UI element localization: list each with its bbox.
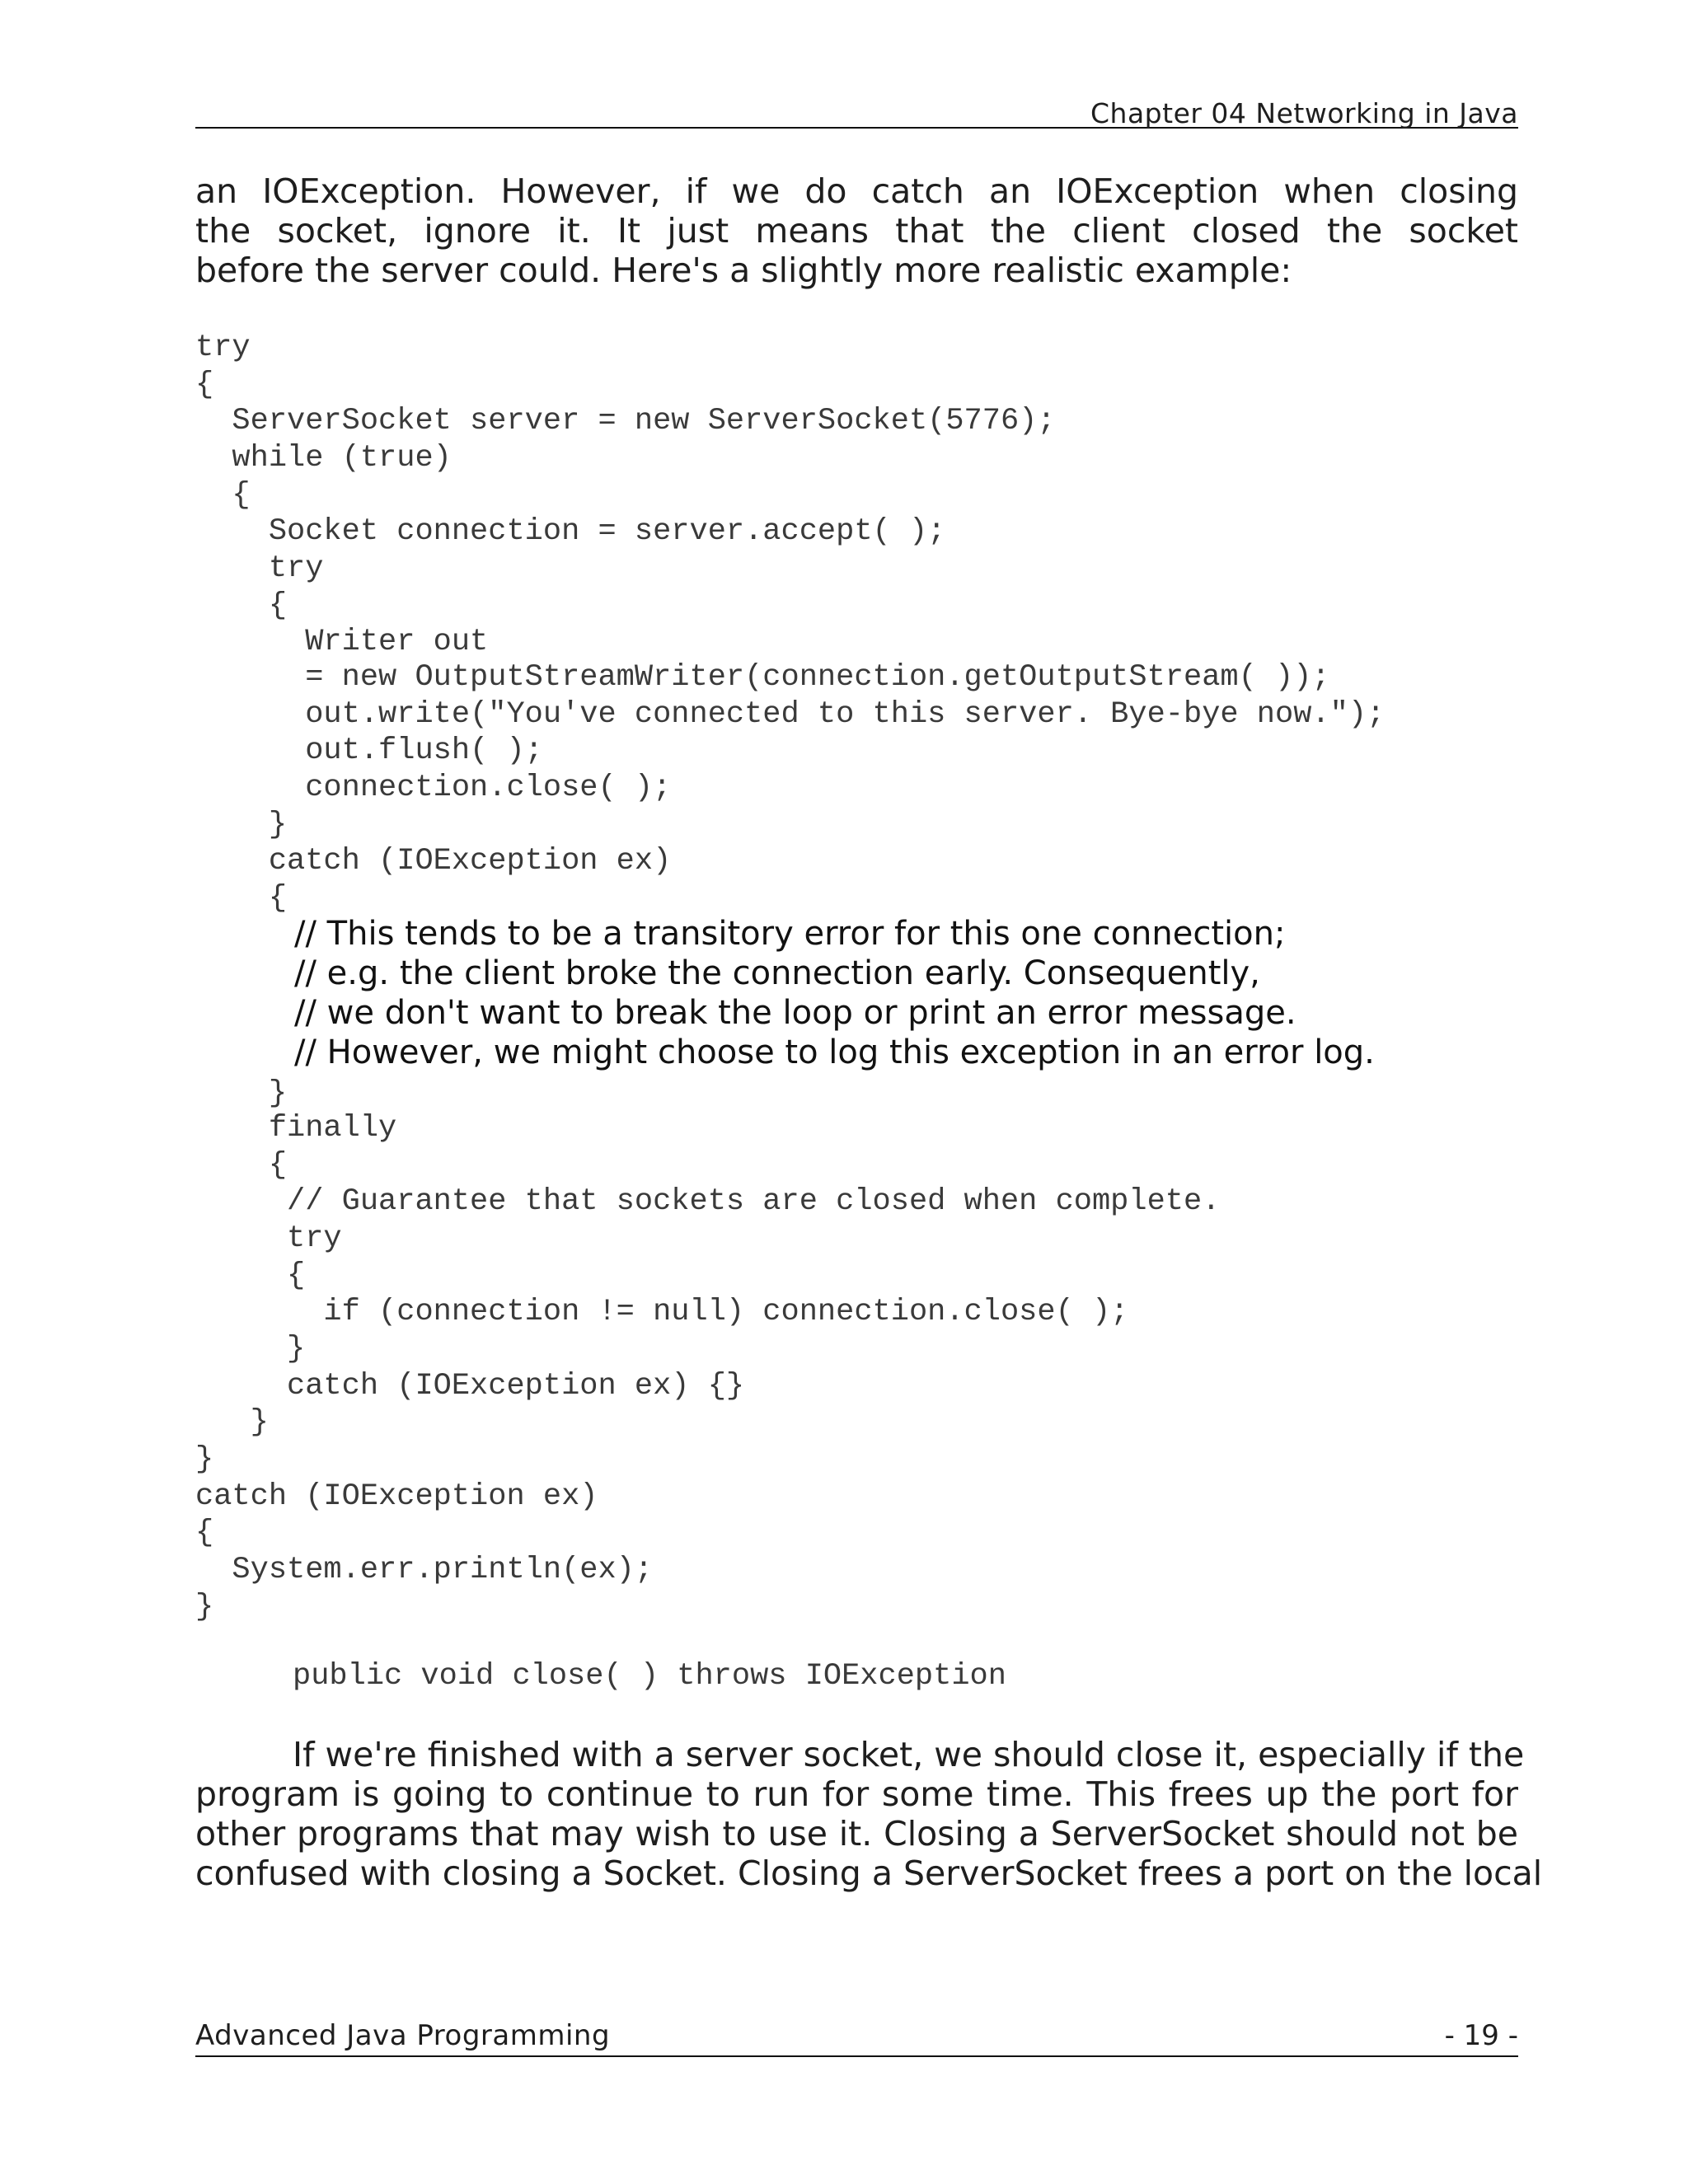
closing-line: other programs that may wish to use it. Closing a ServerSocket should not be xyxy=(195,1814,1518,1854)
code-line: } xyxy=(195,1590,214,1624)
code-comment: // However, we might choose to log this exception in an error log. xyxy=(294,1033,1375,1071)
code-line: try xyxy=(195,551,324,586)
code-line: System.err.println(ex); xyxy=(195,1553,654,1587)
closing-line: If we're finished with a server socket, we should close it, especially if the xyxy=(293,1735,1525,1774)
code-line: { xyxy=(195,1148,288,1183)
code-line: { xyxy=(195,881,288,916)
code-line: } xyxy=(195,808,288,842)
code-line: catch (IOException ex) {} xyxy=(195,1369,745,1404)
code-line: // Guarantee that sockets are closed when complete. xyxy=(195,1184,1221,1219)
code-line: ServerSocket server = new ServerSocket(5776); xyxy=(195,404,1056,438)
code-line: connection.close( ); xyxy=(195,771,672,805)
code-line: } xyxy=(195,1076,288,1111)
method-signature: public void close( ) throws IOException xyxy=(293,1659,1006,1694)
intro-line: before the server could. Here's a slightly more realistic example: xyxy=(195,251,1292,290)
page-footer xyxy=(195,2018,1518,2057)
code-line: { xyxy=(195,478,251,513)
code-line: try xyxy=(195,330,251,365)
code-line: } xyxy=(195,1332,306,1366)
code-line: out.flush( ); xyxy=(195,733,543,768)
chapter-title: Chapter 04 Networking in Java xyxy=(1090,97,1518,129)
code-line: { xyxy=(195,1516,214,1550)
page-header xyxy=(195,94,1518,129)
code-line: { xyxy=(195,588,288,623)
intro-line: an IOException. However, if we do catch an IOException when closing xyxy=(195,171,1518,211)
code-line: Writer out xyxy=(195,625,489,659)
code-comment: // e.g. the client broke the connection early. Consequently, xyxy=(294,954,1260,992)
code-line: out.write("You've connected to this server. Bye-bye now."); xyxy=(195,697,1386,732)
code-line: while (true) xyxy=(195,441,452,476)
page-number: - 19 - xyxy=(1444,2019,1518,2052)
code-line: try xyxy=(195,1221,342,1256)
code-line: if (connection != null) connection.close( ); xyxy=(195,1295,1129,1329)
code-comment: // This tends to be a transitory error for this one connection; xyxy=(294,915,1286,953)
code-comment: // we don't want to break the loop or print an error message. xyxy=(294,994,1296,1032)
code-line: } xyxy=(195,1442,214,1477)
code-line: catch (IOException ex) xyxy=(195,844,672,879)
book-title: Advanced Java Programming xyxy=(195,2019,611,2052)
code-line: { xyxy=(195,1258,306,1293)
closing-line: program is going to continue to run for some time. This frees up the port for xyxy=(195,1774,1518,1814)
closing-line: confused with closing a Socket. Closing a ServerSocket frees a port on the local xyxy=(195,1854,1543,1893)
code-line: catch (IOException ex) xyxy=(195,1479,598,1514)
closing-paragraph xyxy=(195,1735,1543,1893)
code-line: } xyxy=(195,1405,269,1440)
code-line: Socket connection = server.accept( ); xyxy=(195,514,946,549)
code-line: { xyxy=(195,368,214,402)
code-line: finally xyxy=(195,1111,397,1146)
intro-paragraph xyxy=(195,171,1518,290)
code-line: = new OutputStreamWriter(connection.getOutputStream( )); xyxy=(195,660,1330,695)
intro-line: the socket, ignore it. It just means that the client closed the socket xyxy=(195,211,1518,251)
